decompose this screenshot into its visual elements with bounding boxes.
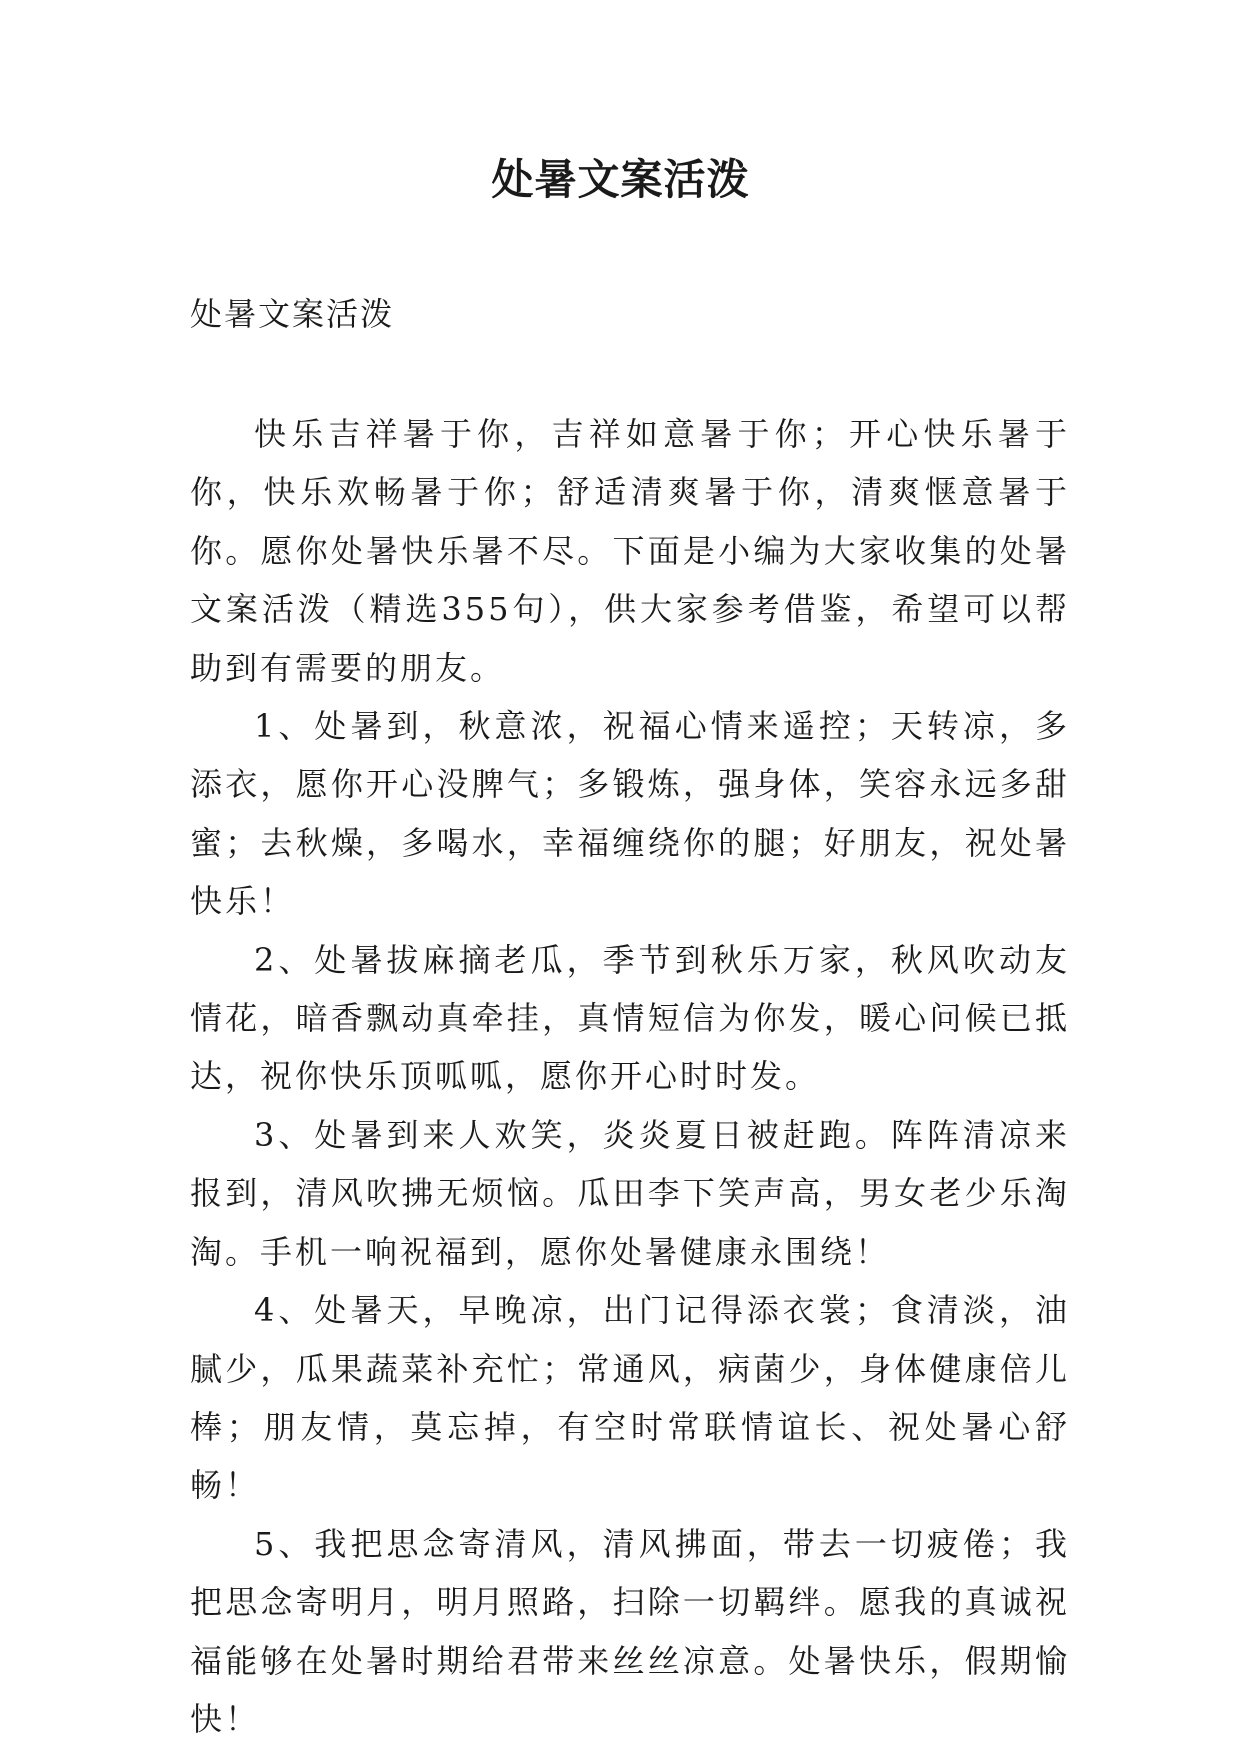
paragraph-item-1: 1、处暑到，秋意浓，祝福心情来遥控；天转凉，多添衣，愿你开心没脾气；多锻炼，强身体，笑容永远多甜蜜；去秋燥，多喝水，幸福缠绕你的腿；好朋友，祝处暑快乐！ [190, 707, 1070, 921]
paragraph-item-2: 2、处暑拔麻摘老瓜，季节到秋乐万家，秋风吹动友情花，暗香飘动真牵挂，真情短信为你发，暖心问候已抵达，祝你快乐顶呱呱，愿你开心时时发。 [190, 940, 1070, 1096]
document-body [190, 405, 1070, 1748]
intro-paragraph: 快乐吉祥暑于你，吉祥如意暑于你；开心快乐暑于你，快乐欢畅暑于你；舒适清爽暑于你，清爽惬意暑于你。愿你处暑快乐暑不尽。下面是小编为大家收集的处暑文案活泼（精选355句），供大家参考借鉴，希望可以帮助到有需要的朋友。 [190, 415, 1070, 687]
document-subtitle: 处暑文案活泼 [190, 295, 395, 333]
paragraph-item-3: 3、处暑到来人欢笑，炎炎夏日被赶跑。阵阵清凉来报到，清风吹拂无烦恼。瓜田李下笑声高，男女老少乐淘淘。手机一响祝福到，愿你处暑健康永围绕！ [190, 1115, 1070, 1271]
document-title: 处暑文案活泼 [491, 155, 750, 204]
paragraph-item-4: 4、处暑天，早晚凉，出门记得添衣裳；食清淡，油腻少，瓜果蔬菜补充忙；常通风，病菌少，身体健康倍儿棒；朋友情，莫忘掉，有空时常联情谊长、祝处暑心舒畅！ [190, 1291, 1070, 1505]
paragraph-item-5: 5、我把思念寄清风，清风拂面，带去一切疲倦；我把思念寄明月，明月照路，扫除一切羁绊。愿我的真诚祝福能够在处暑时期给君带来丝丝凉意。处暑快乐，假期愉快！ [190, 1524, 1070, 1738]
